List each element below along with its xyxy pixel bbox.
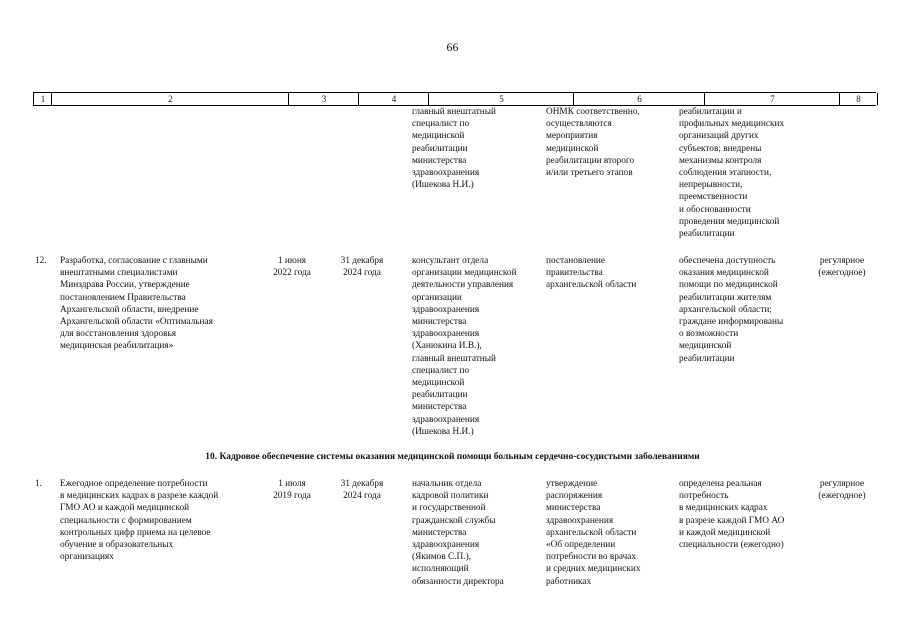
row1-number: 1.	[35, 479, 42, 489]
header-col-6: 6	[573, 93, 705, 105]
row12-result: обеспечена доступность оказания медицинской помощи по медицинской реабилитации жителям архангельской области; граждане информированы о возможности медицинской реабилитации	[679, 256, 784, 364]
row12-document: постановление правительства архангельской области	[546, 256, 637, 291]
header-col-1: 1	[33, 93, 52, 105]
header-col-8: 8	[839, 93, 878, 105]
section-title: 10. Кадровое обеспечение системы оказания медицинской помощи больным сердечно-сосудистыми заболеваниями	[205, 452, 700, 462]
row12-start-date: 1 июня 2022 года	[273, 256, 311, 279]
row1-frequency: регулярное (ежегодное)	[818, 479, 866, 502]
row1-description: Ежегодное определение потребности в медицинских кадрах в разрезе каждой ГМО АО и каждой медицинской специальности с формированием контрольных цифр приема на целевое обучение в образовательных организациях	[60, 479, 219, 563]
header-col-7: 7	[704, 93, 840, 105]
header-col-2: 2	[51, 93, 289, 105]
row1-end-date: 31 декабря 2024 года	[340, 479, 384, 502]
row1-responsible: начальник отдела кадровой политики и государственной гражданской службы министерства здравоохранения (Якимов С.П.), исполняющий обязанности директора	[412, 479, 504, 587]
row12-description: Разработка, согласование с главными внештатными специалистами Минздрава России, утверждение постановлением Правительства Архангельской области, внедрение Архангельской области «Оптимальная для восстановления здоровья медицинская реабилитация»	[60, 256, 213, 352]
cont-col5: главный внештатный специалист по медицинской реабилитации министерства здравоохранения (Ишекова Н.И.)	[412, 107, 496, 191]
table-header-row	[33, 92, 876, 106]
page-number: 66	[446, 40, 459, 54]
row12-number: 12.	[35, 256, 47, 266]
header-col-5: 5	[428, 93, 574, 105]
row12-responsible: консультант отдела организации медицинской деятельности управления организации здравоохранения министерства здравоохранения (Ханюкина И.В.), главный внештатный специалист по медицинской реабилитации министерства здравоохранения (Ишекова Н.И.)	[412, 256, 517, 437]
header-col-3: 3	[288, 93, 359, 105]
row1-start-date: 1 июля 2019 года	[273, 479, 311, 502]
cont-col7: реабилитации и профильных медицинских организаций других субъектов; внедрены механизмы контроля соблюдения этапности, непрерывности, преемственности и обоснованности проведения медицинской реабилитации	[679, 107, 785, 240]
row1-document: утверждение распоряжения министерства здравоохранения архангельской области «Об определении потребности во врачах и средних медицинских работниках	[546, 479, 641, 587]
row12-frequency: регулярное (ежегодное)	[818, 256, 866, 279]
cont-col6: ОНМК соответственно, осуществляются мероприятия медицинской реабилитации второго и/или третьего этапов	[546, 107, 640, 179]
row1-result: определена реальная потребность в медицинских кадрах в разрезе каждой ГМО АО и каждой медицинской специальности (ежегодно)	[679, 479, 785, 551]
header-col-4: 4	[358, 93, 429, 105]
row12-end-date: 31 декабря 2024 года	[340, 256, 384, 279]
